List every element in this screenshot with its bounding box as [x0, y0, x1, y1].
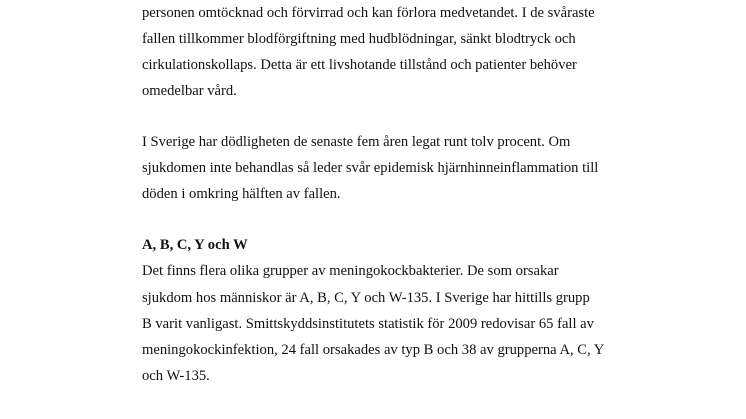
paragraph-1-line-2: fallen tillkommer blodförgiftning med hudblödningar, sänkt blodtryck och	[142, 31, 576, 47]
paragraph-1-line-1: personen omtöcknad och förvirrad och kan förlora medvetandet. I de svåraste	[142, 5, 595, 21]
paragraph-1-line-4: omedelbar vård.	[142, 83, 237, 99]
paragraph-3-line-2: sjukdom hos människor är A, B, C, Y och W-135. I Sverige har hittills grupp	[142, 290, 590, 306]
section-heading: A, B, C, Y och W	[142, 237, 248, 253]
paragraph-3-line-1: Det finns flera olika grupper av meningokockbakterier. De som orsakar	[142, 263, 559, 279]
paragraph-2-line-1: I Sverige har dödligheten de senaste fem åren legat runt tolv procent. Om	[142, 134, 571, 150]
paragraph-3-line-3: B varit vanligast. Smittskyddsinstitutets statistik för 2009 redovisar 65 fall av	[142, 316, 594, 332]
paragraph-3-line-5: och W-135.	[142, 368, 210, 384]
paragraph-1-line-3: cirkulationskollaps. Detta är ett livshotande tillstånd och patienter behöver	[142, 57, 577, 73]
paragraph-2-line-2: sjukdomen inte behandlas så leder svår epidemisk hjärnhinneinflammation till	[142, 160, 599, 176]
paragraph-2-line-3: döden i omkring hälften av fallen.	[142, 186, 341, 202]
paragraph-3-line-4: meningokockinfektion, 24 fall orsakades av typ B och 38 av grupperna A, C, Y	[142, 342, 605, 358]
